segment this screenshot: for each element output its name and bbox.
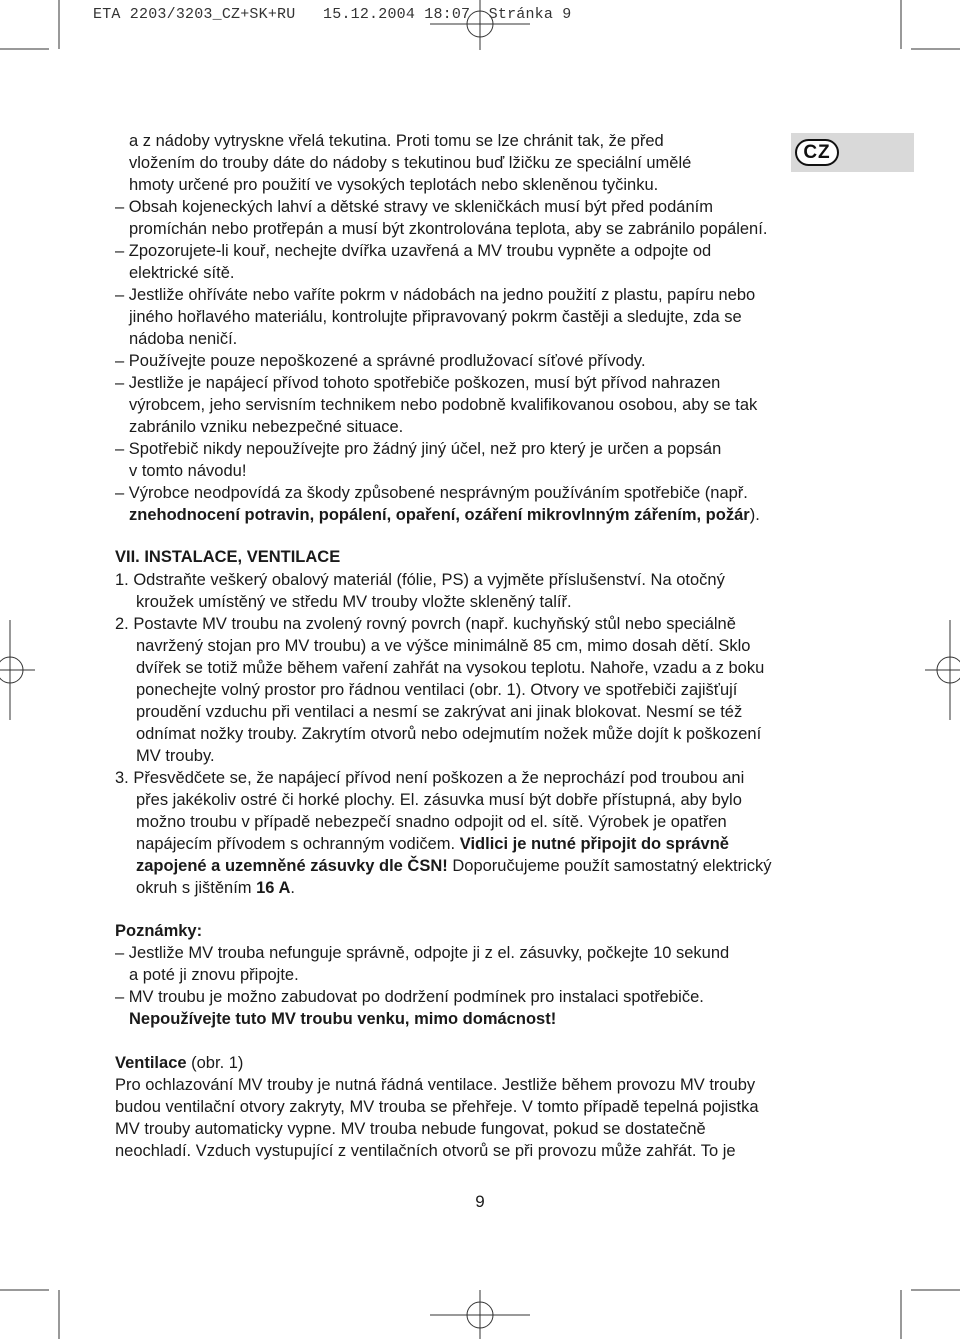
text-line	[129, 416, 403, 438]
text-segment: a z nádoby vytryskne vřelá tekutina. Proti tomu se lze chránit tak, že před	[129, 132, 664, 150]
text-segment: 1. Odstraňte veškerý obalový materiál (fólie, PS) a vyjměte příslušenství. Na otočný	[115, 571, 725, 589]
text-segment: Doporučujeme použít samostatný elektrický	[447, 857, 772, 875]
text-line	[136, 723, 761, 745]
text-line	[136, 811, 727, 833]
text-line	[115, 1052, 243, 1074]
text-segment: výrobcem, jeho servisním technikem nebo podobně kvalifikovanou osobou, aby se tak	[129, 396, 758, 414]
text-line	[115, 1096, 759, 1118]
text-line	[115, 240, 711, 262]
text-segment: (obr. 1)	[186, 1054, 244, 1072]
text-line	[115, 1118, 706, 1140]
text-line	[136, 591, 572, 613]
bold-text: znehodnocení potravin, popálení, opaření, ozáření mikrovlnným zářením, požár	[129, 506, 750, 524]
text-segment: jiného hořlavého materiálu, kontrolujte připravovaný pokrm častěji a sledujte, zda se	[129, 308, 742, 326]
text-segment: MV trouby.	[136, 747, 215, 765]
text-line	[115, 284, 755, 306]
text-segment: – Spotřebič nikdy nepoužívejte pro žádný jiný účel, než pro který je určen a popsán	[115, 440, 722, 458]
text-segment: navržený stojan pro MV troubu) a ve výšce minimálně 85 cm, mimo dosah dětí. Sklo	[136, 637, 751, 655]
text-segment: budou ventilační otvory zakryty, MV trouba se přehřeje. V tomto případě tepelná pojistka	[115, 1098, 759, 1116]
text-line	[115, 942, 729, 964]
text-segment: dvířek se totiž může během vaření zahřát na vysokou teplotu. Nahoře, vzadu a z boku	[136, 659, 765, 677]
registration-mark-right	[925, 620, 960, 720]
text-segment: možno troubu v případě nebezpečí snadno odpojit od el. sítě. Výrobek je opatřen	[136, 813, 727, 831]
text-line	[115, 920, 202, 942]
registration-mark-bottom	[430, 1290, 530, 1339]
text-segment: 3. Přesvědčete se, že napájecí přívod není poškozen a že neprochází pod troubou ani	[115, 769, 745, 787]
text-segment: ).	[749, 506, 760, 524]
text-segment: – MV troubu je možno zabudovat po dodržení podmínek pro instalaci spotřebiče.	[115, 988, 704, 1006]
text-line	[136, 789, 742, 811]
text-line	[136, 877, 295, 899]
text-line	[129, 460, 246, 482]
text-segment: vložením do trouby dáte do nádoby s tekutinou buď lžičku ze speciální umělé	[129, 154, 692, 172]
text-segment: zabránilo vzniku nebezpečné situace.	[129, 418, 404, 436]
text-segment: Pro ochlazování MV trouby je nutná řádná ventilace. Jestliže během provozu MV trouby	[115, 1076, 756, 1094]
text-line	[136, 679, 737, 701]
text-segment: – Jestliže je napájecí přívod tohoto spotřebiče poškozen, musí být přívod nahrazen	[115, 374, 721, 392]
text-line	[115, 482, 748, 504]
bold-text: Poznámky:	[115, 922, 203, 940]
text-line	[129, 174, 658, 196]
text-segment: – Používejte pouze nepoškozené a správné prodlužovací síťové přívody.	[115, 352, 646, 370]
text-segment: MV trouby automaticky vypne. MV trouba nebude fungovat, pokud se dostatečně	[115, 1120, 706, 1138]
text-line	[129, 262, 234, 284]
text-line	[136, 833, 729, 855]
text-line	[115, 1074, 755, 1096]
bold-text: Nepoužívejte tuto MV troubu venku, mimo domácnost!	[129, 1010, 557, 1028]
bold-text: VII. INSTALACE, VENTILACE	[115, 548, 341, 566]
text-line	[136, 635, 750, 657]
text-line	[136, 745, 215, 767]
text-segment: – Výrobce neodpovídá za škody způsobené nesprávným používáním spotřebiče (např.	[115, 484, 748, 502]
text-line	[115, 546, 340, 568]
text-segment: odnímat nožky trouby. Zakrytím otvorů nebo odejmutím nožek může dojít k poškození	[136, 725, 762, 743]
print-header: ETA 2203/3203_CZ+SK+RU 15.12.2004 18:07 Stránka 9	[93, 6, 572, 23]
text-line	[129, 964, 299, 986]
text-segment: okruh s jištěním	[136, 879, 257, 897]
text-segment: v tomto návodu!	[129, 462, 247, 480]
bold-text: Ventilace	[115, 1054, 187, 1072]
bold-text: Vidlici je nutné připojit do správně	[459, 835, 729, 853]
text-line	[115, 196, 713, 218]
text-line	[129, 152, 691, 174]
bold-text: 16 A	[256, 879, 291, 897]
text-segment: napájecím přívodem s ochranným vodičem.	[136, 835, 460, 853]
text-line	[115, 986, 704, 1008]
text-line	[136, 855, 772, 877]
text-line	[129, 504, 760, 526]
registration-mark-left	[0, 620, 35, 720]
text-segment: a poté ji znovu připojte.	[129, 966, 299, 984]
text-line	[115, 438, 721, 460]
text-segment: ponechejte volný prostor pro řádnou ventilaci (obr. 1). Otvory ve spotřebiči zajišťují	[136, 681, 738, 699]
text-segment: – Jestliže MV trouba nefunguje správně, odpojte ji z el. zásuvky, počkejte 10 sekund	[115, 944, 730, 962]
text-line	[115, 767, 744, 789]
text-segment: .	[290, 879, 295, 897]
text-line	[129, 306, 742, 328]
text-segment: hmoty určené pro použití ve vysokých teplotách nebo skleněnou tyčinku.	[129, 176, 659, 194]
text-segment: přes jakékoliv ostré či horké plochy. El. zásuvka musí být dobře přístupná, aby bylo	[136, 791, 742, 809]
text-segment: nádoba neničí.	[129, 330, 238, 348]
language-tab	[791, 133, 914, 172]
text-line	[129, 394, 757, 416]
text-line	[115, 613, 736, 635]
text-line	[129, 328, 237, 350]
text-line	[136, 657, 764, 679]
text-segment: neochladí. Vzduch vystupující z ventilačních otvorů se při provozu může zahřát. To je	[115, 1142, 736, 1160]
text-segment: – Zpozorujete-li kouř, nechejte dvířka uzavřená a MV troubu vypněte a odpojte od	[115, 242, 712, 260]
bold-text: zapojené a uzemněné zásuvky dle ČSN!	[136, 857, 448, 875]
text-segment: proudění vzduchu při ventilaci a nesmí se zakrývat ani jinak blokovat. Nesmí se též	[136, 703, 743, 721]
text-segment: – Jestliže ohříváte nebo vaříte pokrm v nádobách na jedno použití z plastu, papíru nebo	[115, 286, 756, 304]
text-line	[115, 569, 725, 591]
language-badge: CZ	[795, 139, 839, 166]
text-line	[115, 372, 720, 394]
text-segment: kroužek umístěný ve středu MV trouby vložte skleněný talíř.	[136, 593, 572, 611]
text-line	[136, 701, 742, 723]
text-line	[115, 1140, 736, 1162]
page-number: 9	[475, 1192, 485, 1211]
text-line	[115, 350, 646, 372]
text-segment: 2. Postavte MV troubu na zvolený rovný povrch (např. kuchyňský stůl nebo speciálně	[115, 615, 736, 633]
text-segment: – Obsah kojeneckých lahví a dětské stravy ve skleničkách musí být před podáním	[115, 198, 713, 216]
text-segment: promíchán nebo protřepán a musí být zkontrolována teplota, aby se zabránilo popálení.	[129, 220, 768, 238]
text-line	[129, 218, 767, 240]
text-line	[129, 130, 664, 152]
text-line	[129, 1008, 556, 1030]
text-segment: elektrické sítě.	[129, 264, 235, 282]
